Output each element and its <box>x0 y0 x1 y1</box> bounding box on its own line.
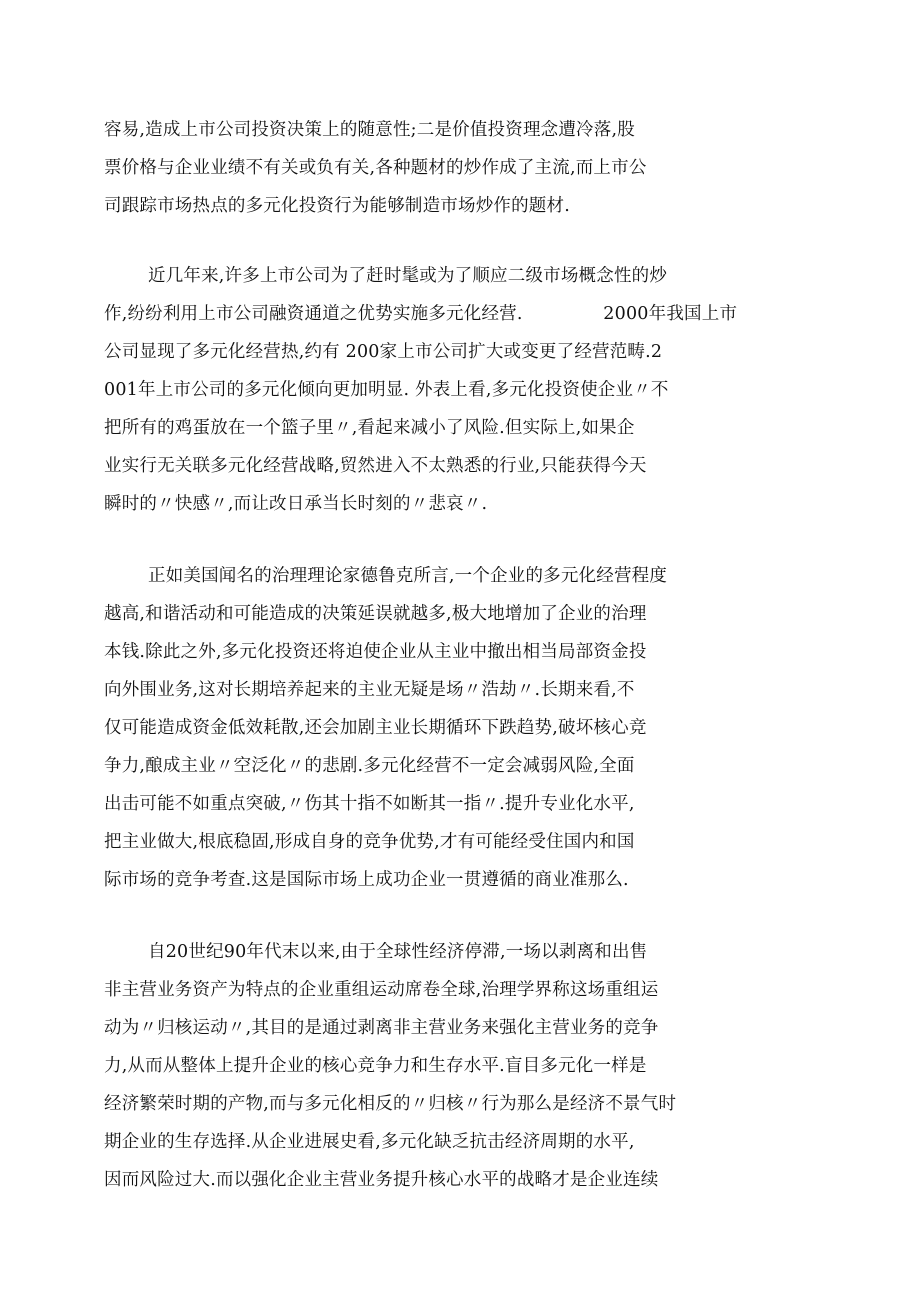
text-line: 业实行无关联多元化经营战略,贸然进入不太熟悉的行业,只能获得今天 <box>104 456 647 476</box>
text-line: 向外围业务,这对长期培养起来的主业无疑是场〃浩劫〃.长期来看,不 <box>104 680 635 700</box>
text-line: 出击可能不如重点突破,〃伤其十指不如断其一指〃.提升专业化水平, <box>104 794 635 814</box>
text-line: 越高,和谐活动和可能造成的决策延误就越多,极大地增加了企业的治理 <box>104 604 647 624</box>
text-line: 001年上市公司的多元化倾向更加明显. 外表上看,多元化投资使企业〃不 <box>104 380 669 400</box>
text-line: 瞬时的〃快感〃,而让改日承当长时刻的〃悲哀〃. <box>104 494 488 514</box>
text-line: 际市场的竞争考查.这是国际市场上成功企业一贯遵循的商业准那么. <box>104 870 629 890</box>
text-line: 因而风险过大.而以强化企业主营业务提升核心水平的战略才是企业连续 <box>104 1170 659 1190</box>
text-line: 非主营业务资产为特点的企业重组运动席卷全球,治理学界称这场重组运 <box>104 980 659 1000</box>
text-line: 作,纷纷利用上市公司融资通道之优势实施多元化经营. 2000年我国上市 <box>104 304 738 324</box>
text-line: 仅可能造成资金低效耗散,还会加剧主业长期循环下跌趋势,破坏核心竞 <box>104 718 647 738</box>
text-line: 争力,酿成主业〃空泛化〃的悲剧.多元化经营不一定会减弱风险,全面 <box>104 756 635 776</box>
text-line: 动为〃归核运动〃,其目的是通过剥离非主营业务来强化主营业务的竞争 <box>104 1018 659 1038</box>
text-line: 司跟踪市场热点的多元化投资行为能够制造市场炒作的题材. <box>104 196 570 216</box>
text-line: 自20世纪90年代末以来,由于全球性经济停滞,一场以剥离和出售 <box>148 942 648 962</box>
text-line: 经济繁荣时期的产物,而与多元化相反的〃归核〃行为那么是经济不景气时 <box>104 1094 677 1114</box>
text-line: 本钱.除此之外,多元化投资还将迫使企业从主业中撤出相当局部资金投 <box>104 642 647 662</box>
text-line: 票价格与企业业绩不有关或负有关,各种题材的炒作成了主流,而上市公 <box>104 158 647 178</box>
text-line: 把所有的鸡蛋放在一个篮子里〃,看起来减小了风险.但实际上,如果企 <box>104 418 635 438</box>
text-line: 近几年来,许多上市公司为了赶时髦或为了顺应二级市场概念性的炒 <box>148 266 668 286</box>
text-line: 把主业做大,根底稳固,形成自身的竞争优势,才有可能经受住国内和国 <box>104 832 635 852</box>
text-line: 公司显现了多元化经营热,约有 200家上市公司扩大或变更了经营范畴.2 <box>104 342 663 362</box>
text-line: 期企业的生存选择.从企业进展史看,多元化缺乏抗击经济周期的水平, <box>104 1132 635 1152</box>
text-line: 力,从而从整体上提升企业的核心竞争力和生存水平.盲目多元化一样是 <box>104 1056 647 1076</box>
text-line: 正如美国闻名的治理理论家德鲁克所言,一个企业的多元化经营程度 <box>148 566 668 586</box>
text-line: 容易,造成上市公司投资决策上的随意性;二是价值投资理念遭冷落,股 <box>104 120 635 140</box>
